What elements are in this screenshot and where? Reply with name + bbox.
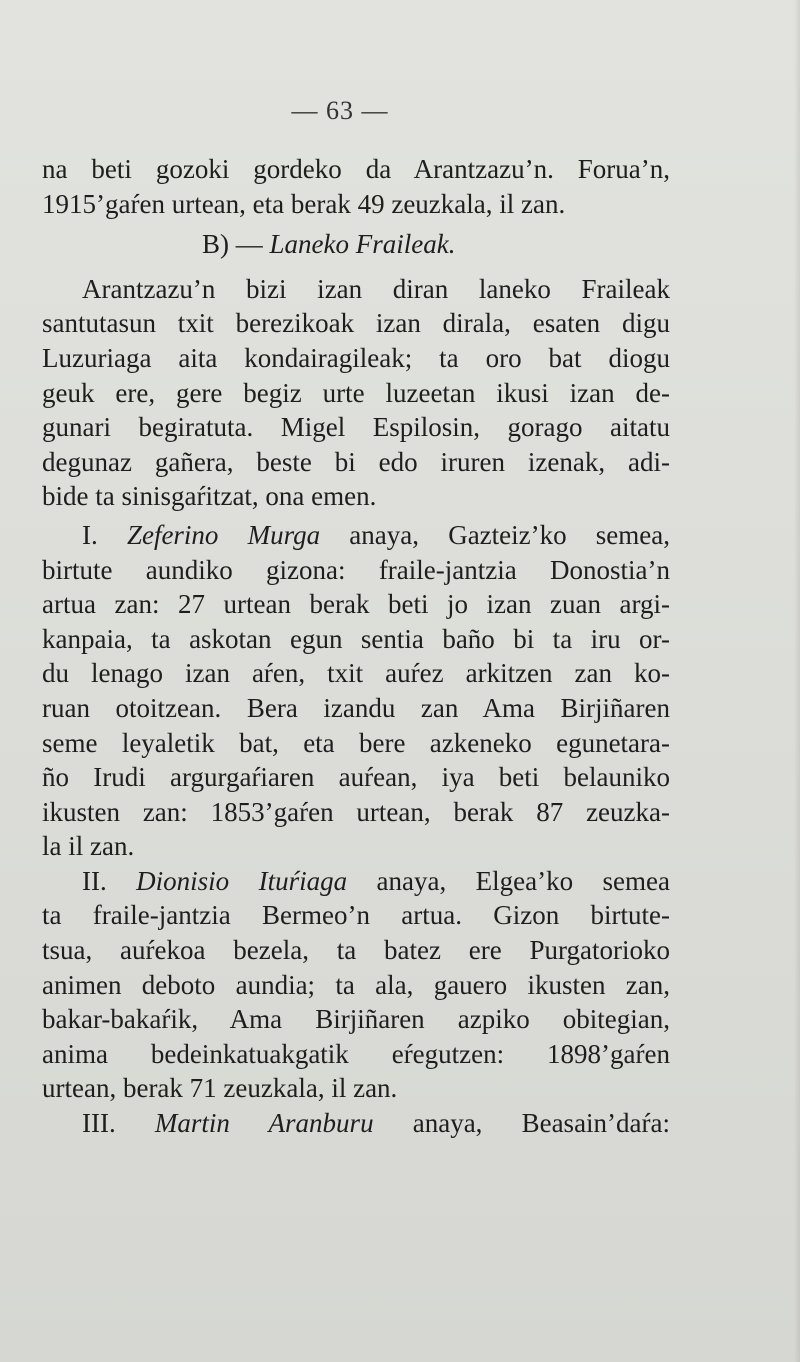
body-text — [42, 152, 670, 1141]
text-line: Luzuriaga aita kondairagileak; ta oro bat diogu — [42, 342, 670, 373]
text-line: birtute aundiko gizona: fraile-jantzia Donostia’n — [42, 554, 670, 585]
text-line: I. Zeferino Murga anaya, Gazteiz’ko semea, — [82, 519, 671, 550]
text-line: bide ta sinisgaŕitzat, ona emen. — [42, 481, 377, 512]
paragraph-intro — [42, 272, 670, 514]
text-line: 1915’gaŕen urtean, eta berak 49 zeuzkala, il zan. — [42, 188, 566, 219]
entry-number: III. — [82, 1108, 116, 1139]
text-line: ta fraile-jantzia Bermeo’n artua. Gizon birtute- — [42, 900, 670, 931]
text-line: tsua, auŕekoa bezela, ta batez ere Purgatorioko — [42, 935, 670, 966]
text-line: kanpaia, ta askotan egun sentia baño bi ta iru or- — [42, 623, 670, 654]
paragraph-ituriaga — [42, 864, 670, 1106]
text-line: bakar-bakaŕik, Ama Birjiñaren azpiko obitegian, — [42, 1004, 670, 1035]
text-line: animen deboto aundia; ta ala, gauero ikusten zan, — [42, 969, 670, 1000]
entry-name: Martin Aranburu — [154, 1108, 374, 1139]
paragraph-aranburu — [42, 1106, 670, 1141]
section-heading — [42, 227, 670, 262]
text-line: santutasun txit berezikoak izan dirala, esaten digu — [42, 308, 670, 339]
text-line: II. Dionisio Ituŕiaga anaya, Elgea’ko semea — [82, 865, 670, 896]
text-line: degunaz gañera, beste bi edo iruren izenak, adi- — [42, 446, 670, 477]
text-line: ruan otoitzean. Bera izandu zan Ama Birjiñaren — [42, 692, 670, 723]
text-line: ño Irudi argurgaŕiaren auŕean, iya beti belauniko — [42, 762, 670, 793]
entry-name: Dionisio Ituŕiaga — [136, 865, 348, 896]
text-line: seme leyaletik bat, eta bere azkeneko egunetara- — [42, 727, 670, 758]
entry-name: Zeferino Murga — [126, 519, 321, 550]
text-line: na beti gozoki gordeko da Arantzazu’n. Forua’n, — [42, 154, 670, 184]
section-heading-prefix: B) — — [202, 229, 270, 260]
paragraph-murga — [42, 518, 670, 864]
text-line: gunari begiratuta. Migel Espilosin, gorago aitatu — [42, 412, 670, 443]
text-line: urtean, berak 71 zeuzkala, il zan. — [42, 1073, 398, 1104]
text-line: du lenago izan aŕen, txit auŕez arkitzen zan ko- — [42, 658, 670, 689]
page-number: — 63 — — [291, 96, 389, 125]
text-line: anima bedeinkatuakgatik eŕegutzen: 1898’gaŕen — [42, 1038, 670, 1069]
text-line: la il zan. — [42, 831, 135, 862]
text-line: geuk ere, gere begiz urte luzeetan ikusi izan de- — [42, 377, 670, 408]
entry-number: II. — [82, 865, 107, 896]
entry-number: I. — [82, 519, 98, 550]
text-line: artua zan: 27 urtean berak beti jo izan zuan argi- — [42, 589, 670, 620]
text-line: Arantzazu’n bizi izan diran laneko Fraileak — [82, 273, 670, 304]
text-line: ikusten zan: 1853’gaŕen urtean, berak 87 zeuzka- — [42, 796, 670, 827]
text-line: III. Martin Aranburu anaya, Beasain’daŕa: — [82, 1108, 671, 1139]
section-heading-title: Laneko Fraileak. — [269, 229, 456, 260]
